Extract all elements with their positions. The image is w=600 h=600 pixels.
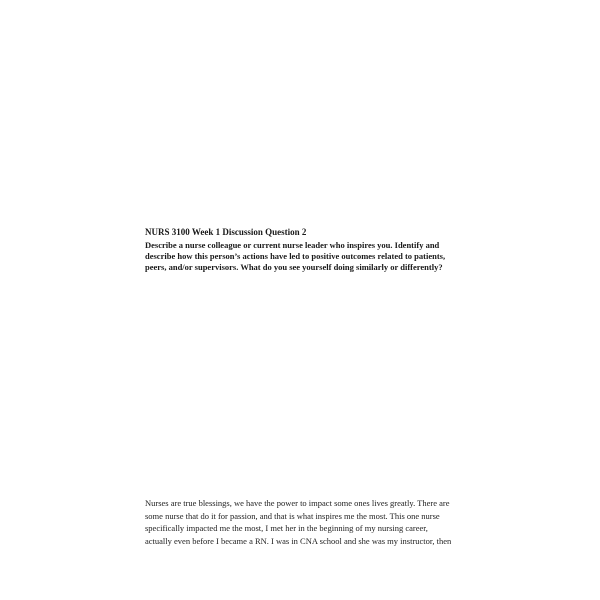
question-line: Describe a nurse colleague or current nurse leader who inspires you. Identify and xyxy=(145,240,440,250)
answer-line: Nurses are true blessings, we have the power to impact some ones lives greatly. There are xyxy=(145,498,450,508)
discussion-question xyxy=(145,240,475,273)
answer-line: specifically impacted me the most, I met her in the beginning of my nursing career, xyxy=(145,523,428,534)
answer-line: actually even before I became a RN. I was in CNA school and she was my instructor, then xyxy=(145,535,452,546)
question-line: peers, and/or supervisors. What do you see yourself doing similarly or differently? xyxy=(145,262,443,272)
question-line: describe how this person’s actions have led to positive outcomes related to patients, xyxy=(145,251,446,261)
answer-line: some nurse that do it for passion, and that is what inspires me the most. This one nurse xyxy=(145,510,440,521)
document-title: NURS 3100 Week 1 Discussion Question 2 xyxy=(145,227,307,237)
answer-paragraph xyxy=(145,497,475,547)
